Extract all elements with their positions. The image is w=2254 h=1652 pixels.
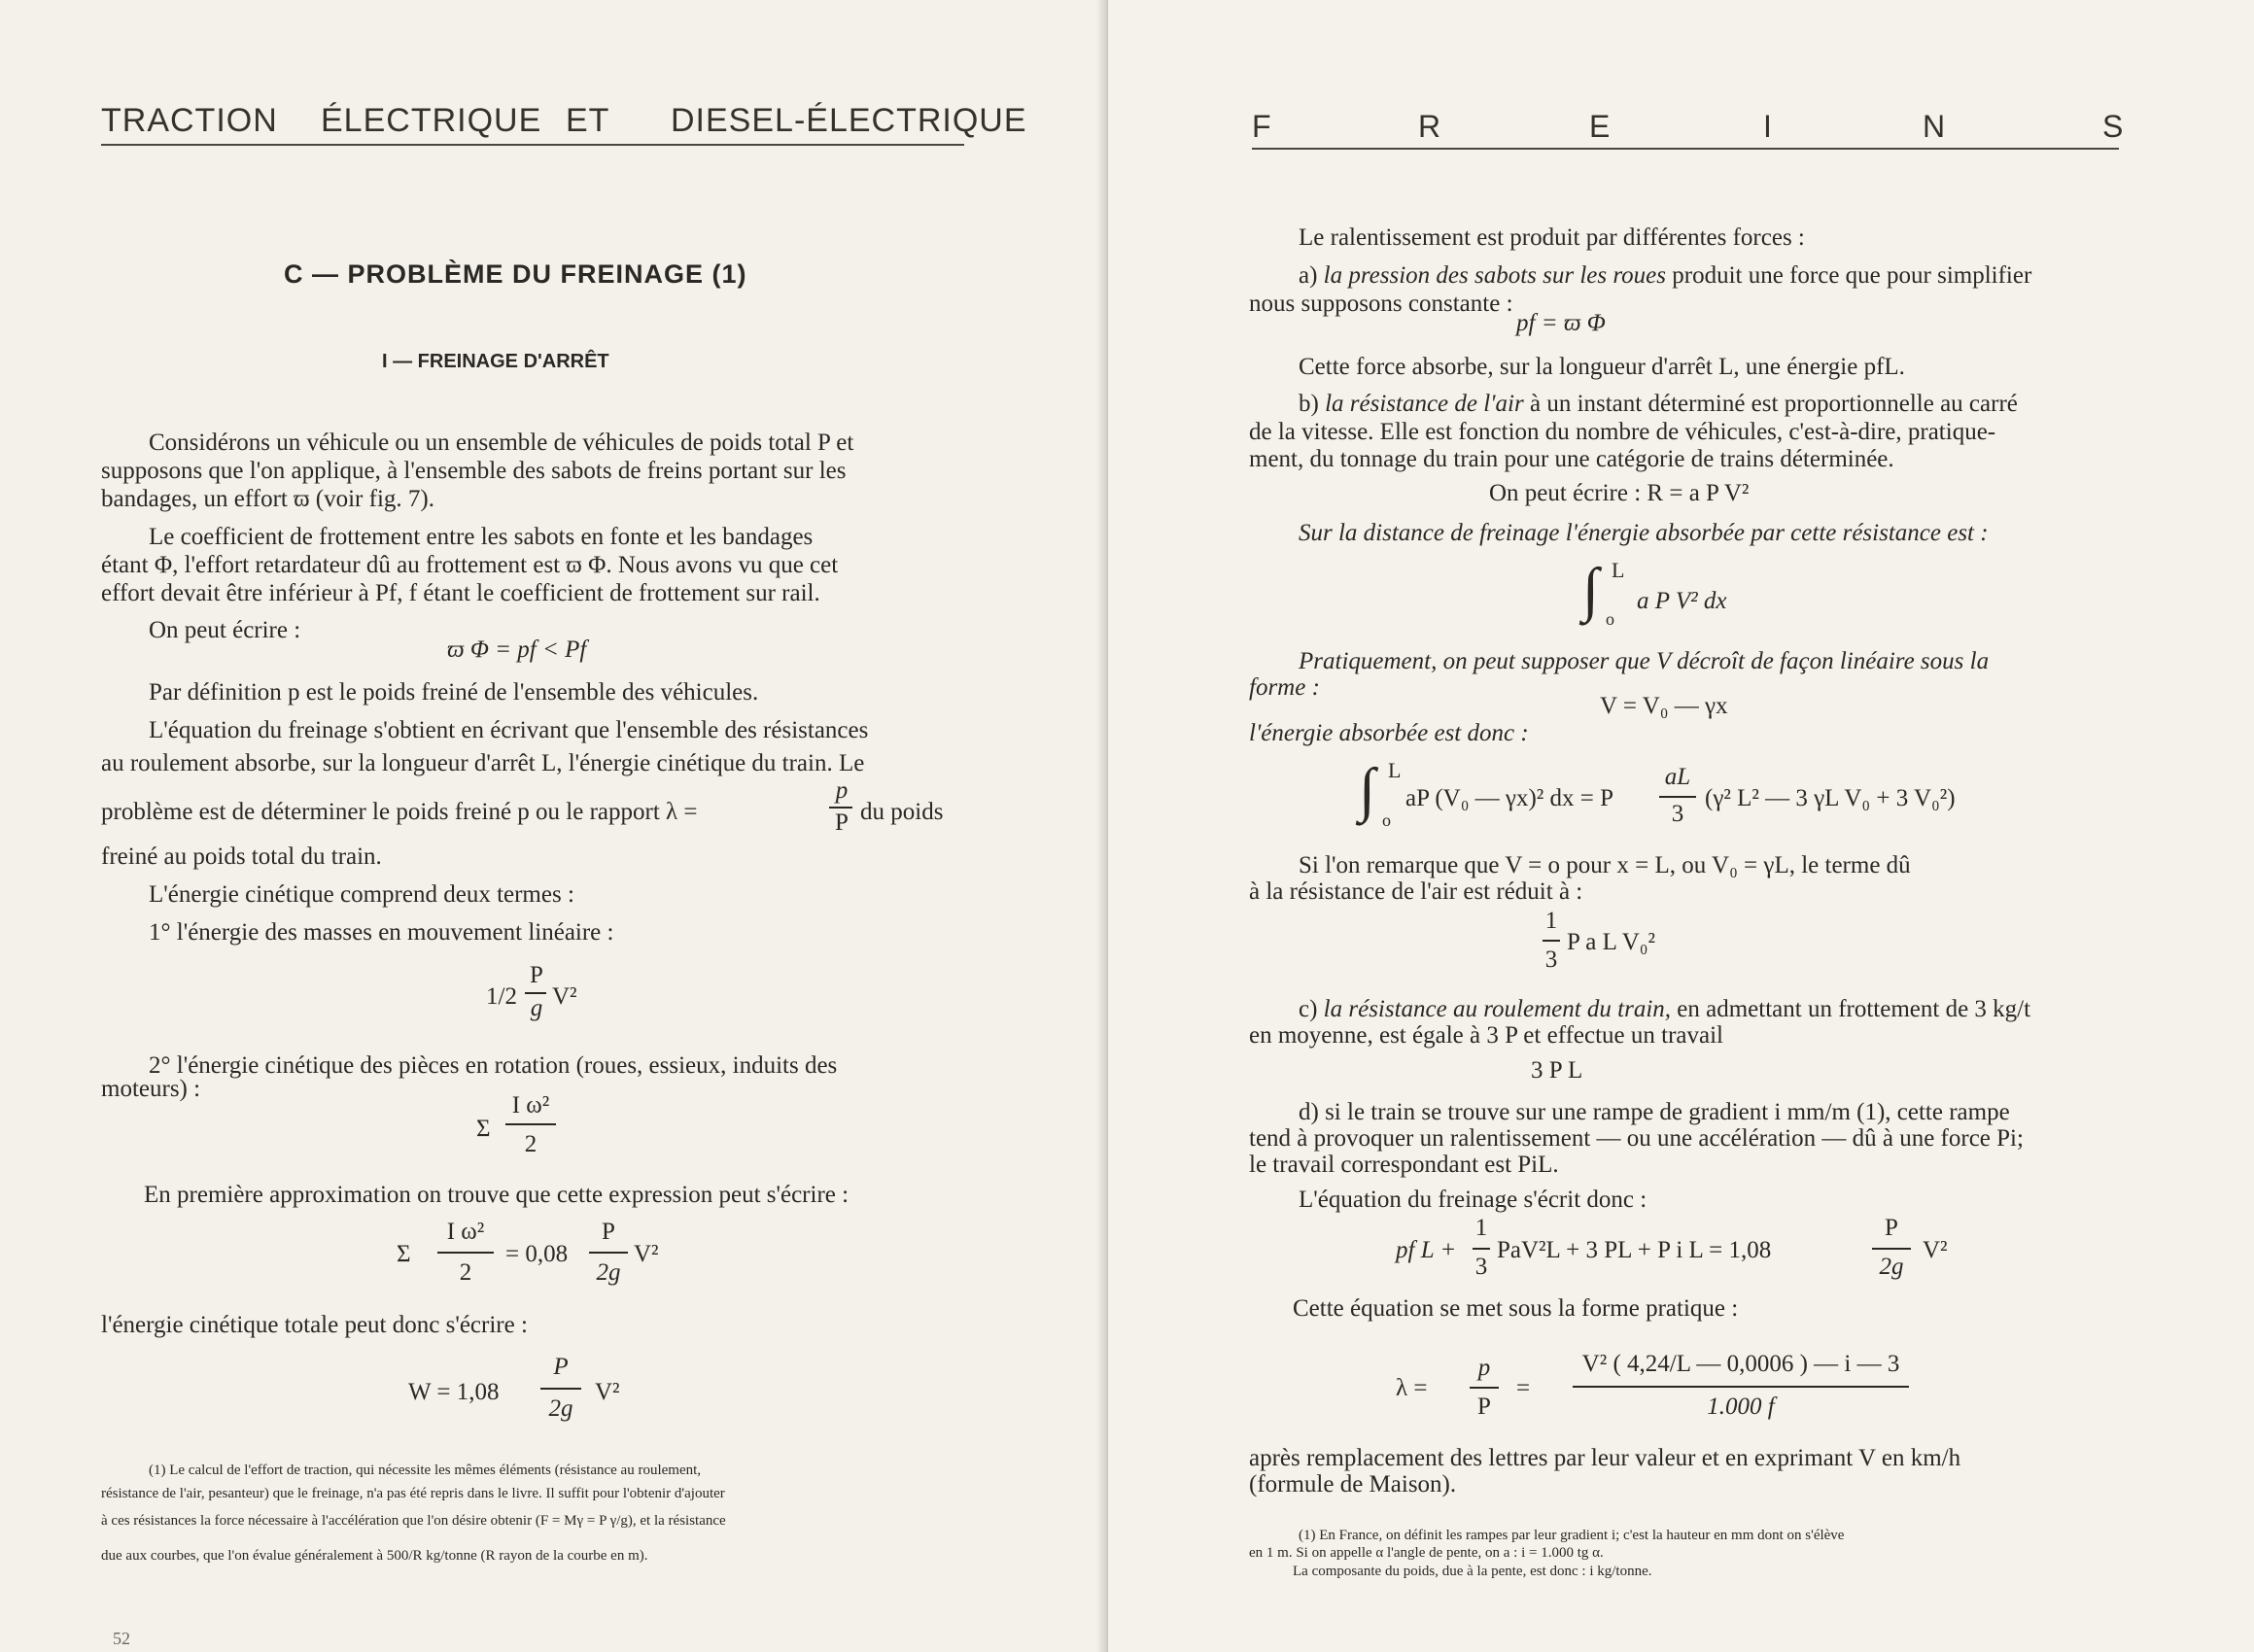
header-rule [101, 144, 964, 146]
footnote-line: en 1 m. Si on appelle α l'angle de pente, on a : i = 1.000 tg α. [1249, 1545, 1604, 1561]
equation: ϖ Φ = pf < Pf [447, 637, 587, 663]
equation: 3 P L [1531, 1057, 1583, 1084]
paragraph-line: à la résistance de l'air est réduit à : [1249, 878, 1583, 905]
equation-part: V² [634, 1241, 659, 1267]
paragraph-line: problème est de déterminer le poids freiné p ou le rapport λ = [101, 799, 698, 825]
fraction-bar [1473, 1248, 1490, 1250]
fraction-denominator: 3 [1544, 946, 1558, 973]
paragraph-line: nous supposons constante : [1249, 291, 1513, 317]
equation-part: Σ [397, 1241, 411, 1267]
integral-upper-limit: L [1388, 758, 1402, 782]
paragraph-line: Sur la distance de freinage l'énergie absorbée par cette résistance est : [1299, 520, 1989, 546]
fraction-denominator: 2g [1879, 1254, 1904, 1280]
fraction-denominator: P [835, 809, 849, 836]
paragraph-line: Si l'on remarque que V = o pour x = L, ou V₀ = γL, le terme dû [1299, 852, 1911, 878]
fraction-bar [437, 1252, 494, 1254]
paragraph-line: moteurs) : [101, 1076, 201, 1102]
fraction-numerator: I ω² [511, 1092, 550, 1119]
running-header-letter: I [1763, 109, 1772, 144]
equation-part: 1/2 [486, 983, 517, 1010]
paragraph-line: b) la résistance de l'air à un instant déterminé est proportionnelle au carré [1299, 391, 2018, 417]
fraction-bar [1470, 1387, 1499, 1389]
fraction-bar [1872, 1248, 1911, 1250]
fraction-numerator: P [530, 962, 543, 988]
fraction-denominator: 1.000 f [1707, 1394, 1775, 1420]
paragraph-line: le travail correspondant est PiL. [1249, 1152, 1559, 1178]
paragraph-line: L'équation du freinage s'écrit donc : [1299, 1187, 1647, 1213]
paragraph-line: 1° l'énergie des masses en mouvement linéaire : [149, 919, 614, 946]
running-header-letter: E [1589, 109, 1611, 144]
fraction-denominator: 2g [596, 1259, 621, 1286]
paragraph-line: Cette équation se met sous la forme pratique : [1293, 1295, 1739, 1322]
fraction-bar [589, 1252, 628, 1254]
footnote-line: (1) En France, on définit les rampes par leur gradient i; c'est la hauteur en mm dont on s'élève [1299, 1528, 1845, 1543]
running-header-word: ET [566, 102, 610, 139]
paragraph-line: Cette force absorbe, sur la longueur d'arrêt L, une énergie pfL. [1299, 354, 1905, 380]
equation-part: aP (V₀ — γx)² dx = P [1405, 785, 1614, 811]
paragraph-line: après remplacement des lettres par leur valeur et en exprimant V en km/h [1249, 1445, 1961, 1471]
paragraph-line: ment, du tonnage du train pour une catégorie de trains déterminée. [1249, 446, 1894, 472]
paragraph-line: effort devait être inférieur à Pf, f étant le coefficient de frottement sur rail. [101, 580, 820, 606]
fraction-denominator: 3 [1474, 1254, 1488, 1280]
integral-lower-limit: o [1606, 609, 1614, 629]
footnote-line: résistance de l'air, pesanteur) que le freinage, n'a pas été repris dans le livre. Il suffit pour l'obtenir d'ajouter [101, 1486, 725, 1501]
fraction-bar [1543, 940, 1560, 942]
footnote-line: (1) Le calcul de l'effort de traction, qui nécessite les mêmes éléments (résistance au roulement, [149, 1463, 702, 1478]
left-page [0, 0, 1108, 1652]
equation-part: a P V² dx [1637, 588, 1727, 614]
fraction-denominator: 2g [548, 1395, 573, 1422]
footnote-line: à ces résistances la force nécessaire à l'accélération que l'on désire obtenir (F = Mγ = P γ/g), et la résistance [101, 1513, 726, 1529]
paragraph-line: bandages, un effort ϖ (voir fig. 7). [101, 486, 434, 512]
running-header-letter: R [1418, 109, 1441, 144]
paragraph-line: On peut écrire : R = a P V² [1489, 480, 1750, 506]
fraction-numerator: P [1885, 1215, 1898, 1241]
paragraph-line: Pratiquement, on peut supposer que V décroît de façon linéaire sous la [1299, 648, 1990, 674]
paragraph-line: On peut écrire : [149, 617, 301, 643]
paragraph-line: Par définition p est le poids freiné de l'ensemble des véhicules. [149, 679, 759, 706]
fraction-numerator: p [1477, 1355, 1491, 1381]
running-header-letter: F [1252, 109, 1271, 144]
paragraph-line: 2° l'énergie cinétique des pièces en rotation (roues, essieux, induits des [149, 1052, 838, 1079]
paragraph-line: l'énergie absorbée est donc : [1249, 720, 1529, 746]
running-header-letter: N [1923, 109, 1946, 144]
section-title: C — PROBLÈME DU FREINAGE (1) [284, 259, 747, 289]
fraction-denominator: 3 [1671, 801, 1684, 827]
paragraph-line: a) la pression des sabots sur les roues produit une force que pour simplifier [1299, 262, 2032, 289]
footnote-line: due aux courbes, que l'on évalue généralement à 500/R kg/tonne (R rayon de la courbe en m). [101, 1548, 648, 1564]
equation-part: PaV²L + 3 PL + P i L = 1,08 [1497, 1237, 1772, 1263]
equation-part: pf L + [1396, 1237, 1457, 1263]
equation-part: V² [552, 983, 577, 1010]
paragraph-line: (formule de Maison). [1249, 1471, 1457, 1497]
integral-sign: ∫ [1359, 757, 1375, 823]
fraction-numerator: P [602, 1219, 615, 1245]
paragraph-line: de la vitesse. Elle est fonction du nombre de véhicules, c'est-à-dire, pratique- [1249, 419, 1996, 445]
running-header-letter: S [2102, 109, 2124, 144]
subsection-title: I — FREINAGE D'ARRÊT [382, 351, 609, 372]
paragraph-line: tend à provoquer un ralentissement — ou une accélération — dû à une force Pi; [1249, 1125, 2024, 1152]
fraction-bar [525, 992, 546, 994]
paragraph-line: Le coefficient de frottement entre les sabots en fonte et les bandages [149, 524, 814, 550]
running-header-word: ÉLECTRIQUE [321, 102, 542, 139]
equation-part: = [1516, 1375, 1531, 1401]
fraction-numerator: aL [1664, 764, 1691, 790]
paragraph-line: étant Φ, l'effort retardateur dû au frottement est ϖ Φ. Nous avons vu que cet [101, 552, 839, 578]
fraction-denominator: g [530, 995, 543, 1021]
equation-part: = 0,08 [505, 1241, 569, 1267]
paragraph-line: Considérons un véhicule ou un ensemble de véhicules de poids total P et [149, 430, 854, 456]
page-number: 52 [113, 1629, 130, 1648]
paragraph-line: c) la résistance au roulement du train, en admettant un frottement de 3 kg/t [1299, 996, 2031, 1022]
fraction-denominator: 2 [459, 1259, 472, 1286]
fraction-numerator: I ω² [446, 1219, 485, 1245]
paragraph-line: d) si le train se trouve sur une rampe de gradient i mm/m (1), cette rampe [1299, 1099, 2010, 1125]
paragraph-line: en moyenne, est égale à 3 P et effectue un travail [1249, 1022, 1723, 1049]
header-rule [1252, 148, 2119, 150]
equation-part: V² [595, 1379, 620, 1405]
paragraph-line: Le ralentissement est produit par différentes forces : [1299, 224, 1805, 251]
integral-sign: ∫ [1582, 557, 1599, 623]
paragraph-line: L'équation du freinage s'obtient en écrivant que l'ensemble des résistances [149, 717, 869, 743]
fraction-bar [829, 807, 852, 809]
equation-part: V² [1923, 1237, 1948, 1263]
paragraph-line: supposons que l'on applique, à l'ensemble des sabots de freins portant sur les [101, 458, 847, 484]
running-header-word: DIESEL-ÉLECTRIQUE [671, 102, 1027, 139]
paragraph-line: l'énergie cinétique totale peut donc s'écrire : [101, 1312, 528, 1338]
paragraph-line: du poids [860, 799, 944, 825]
footnote-line: La composante du poids, due à la pente, est donc : i kg/tonne. [1293, 1564, 1652, 1579]
equation-part: (γ² L² — 3 γL V₀ + 3 V₀²) [1705, 785, 1956, 811]
equation-part: P a L V₀² [1567, 929, 1655, 955]
equation: V = V₀ — γx [1600, 693, 1728, 719]
equation: pf = ϖ Φ [1516, 310, 1606, 336]
equation-part: W = 1,08 [408, 1379, 500, 1405]
running-header-word: TRACTION [101, 102, 278, 139]
fraction-numerator: 1 [1474, 1215, 1488, 1241]
equation-part: Σ [476, 1116, 491, 1142]
equation-part: λ = [1396, 1375, 1428, 1401]
fraction-bar [505, 1123, 556, 1125]
paragraph-line: En première approximation on trouve que cette expression peut s'écrire : [144, 1182, 850, 1208]
paragraph-line: au roulement absorbe, sur la longueur d'arrêt L, l'énergie cinétique du train. Le [101, 750, 865, 776]
fraction-bar [1659, 796, 1696, 798]
fraction-bar [1573, 1386, 1909, 1388]
fraction-numerator: P [553, 1354, 569, 1380]
integral-upper-limit: L [1612, 558, 1625, 582]
paragraph-line: freiné au poids total du train. [101, 843, 382, 870]
right-page [1108, 0, 2254, 1652]
paragraph-line: L'énergie cinétique comprend deux termes : [149, 881, 574, 908]
paragraph-line: forme : [1249, 674, 1320, 701]
integral-lower-limit: o [1382, 810, 1391, 830]
fraction-numerator: 1 [1544, 908, 1558, 934]
fraction-numerator: p [835, 777, 849, 804]
fraction-denominator: 2 [524, 1131, 537, 1157]
fraction-numerator: V² ( 4,24/L — 0,0006 ) — i — 3 [1581, 1351, 1900, 1377]
fraction-denominator: P [1477, 1394, 1491, 1420]
fraction-bar [540, 1388, 581, 1390]
